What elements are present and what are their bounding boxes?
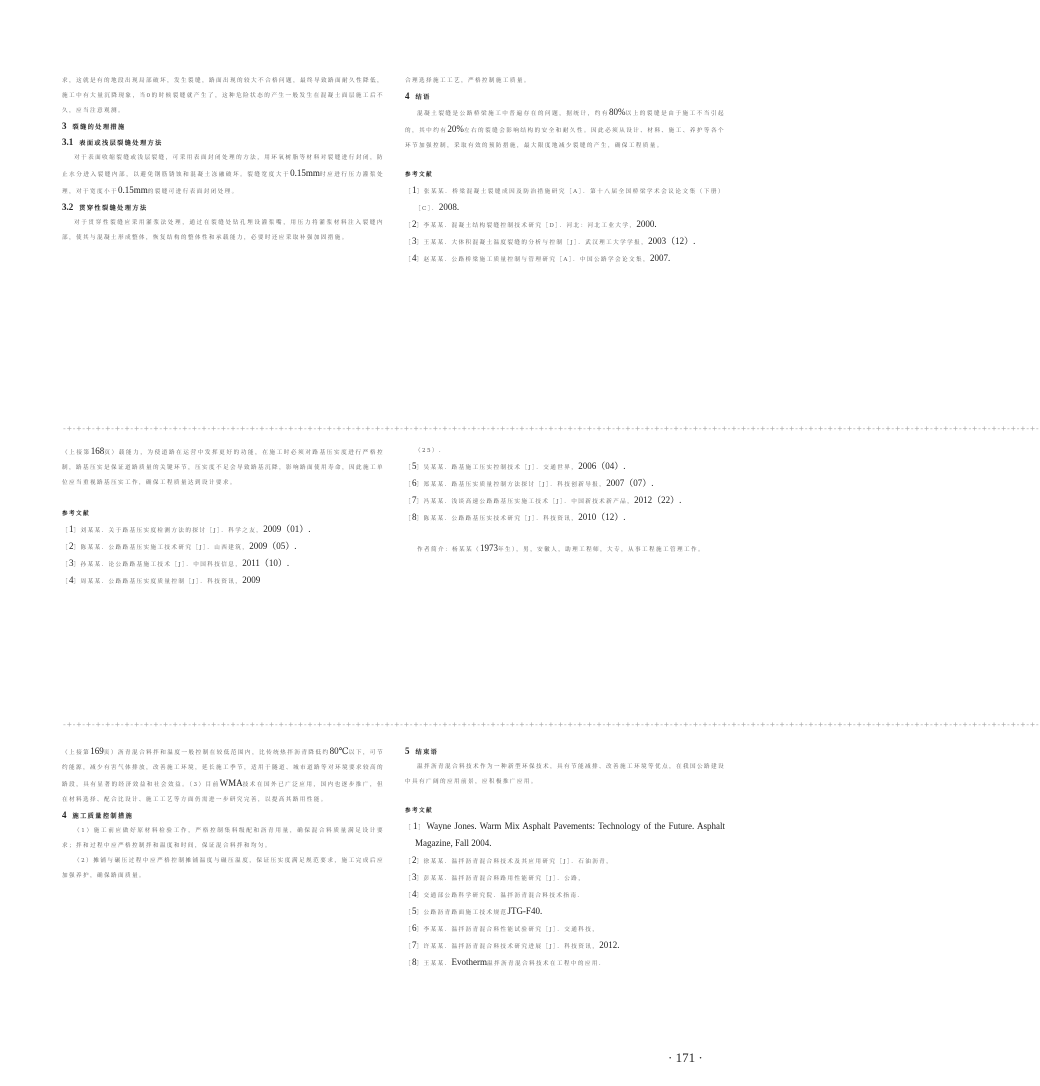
paragraph: （1）施工前应做好原材料检验工作，严格控制集料级配和沥青用量，确保混合料质量满足设计要求；拌和过程中应严格控制拌和温度和时间，保证混合料拌和均匀。: [62, 828, 384, 849]
paragraph: 混凝土裂缝是公路桥梁施工中普遍存在的问题，据统计，约有80%以上的裂缝是由于施工不当引起的，其中约有20%左右的裂缝会影响结构的安全和耐久性。因此必须从设计、材料、施工、养护等各个环节加强控制，采取有效的预防措施，最大限度地减少裂缝的产生，确保工程质量。: [405, 107, 725, 149]
article-divider: -+-+-+-+-+-+-+-+-+-+-+-+-+-+-+-+-+-+-+-+-+-+-+-+-+-+-+-+-+-+-+-+-+-+-+-+-+-+-+-+-+-+-+-+-+-+-+-+-+-+-+-+-+-+-+-+-+-+-+-+-+-+-+-+-+-+-+-+-+-+-+-+-+-+-+-+-+-+-+-+-+-+-+-+-+-+-+-+-+-+-+-+-+-+-+-+-+-+-+-+-+-: [62, 424, 1040, 433]
paragraph: （上接第168页）载能力，为使道路在运营中发挥更好的功能，在施工时必须对路基压实度进行严格控制，路基压实是保证道路质量的关键环节，压实度不足会导致路基沉降，影响路面使用寿命，因此施工单位应当重视路基压实工作，确保工程质量达到设计要求。: [62, 446, 384, 486]
paragraph: 温拌沥青混合料技术作为一种新型环保技术，具有节能减排、改善施工环境等优点，在我国公路建设中具有广阔的应用前景，应积极推广应用。: [405, 764, 725, 785]
paragraph: 对于贯穿性裂缝应采用灌浆法处理，通过在裂缝处钻孔埋设灌浆嘴，用压力将灌浆材料注入裂缝内部，使其与混凝土形成整体，恢复结构的整体性和承载能力，必要时还应采取补强加固措施。: [62, 220, 384, 241]
reference-item: ［1］Wayne Jones. Warm Mix Asphalt Pavements: Technology of the Future. Asphalt Magazine, Fall 2004.: [405, 821, 725, 848]
section-heading-3-2: 3.2 贯穿性裂缝处理方法: [62, 202, 148, 212]
paragraph: （上接第169页）沥青混合料拌和温度一般控制在较低范围内，比传统热拌沥青降低约80℃以下，可节约能源，减少有害气体排放，改善施工环境，延长施工季节，适用于隧道、城市道路等对环境要求较高的路段，具有显著的经济效益和社会效益。（3）目前WMA技术在国外已广泛应用，国内也逐步推广，但在材料选择、配合比设计、施工工艺等方面仍需进一步研究完善，以提高其路用性能。: [62, 746, 384, 803]
reference-item: ［2］徐某某．温拌沥青混合料技术及其应用研究［J］．石油沥青，: [405, 855, 614, 865]
page-number: · 171 ·: [668, 1050, 703, 1065]
author-bio: 作者简介：杨某某（1973年生），男，安徽人，助理工程师，大专，从事工程施工管理工作。: [417, 543, 705, 553]
section-heading-3: 3 裂缝的处理措施: [62, 121, 126, 131]
paragraph: 合理选择施工工艺，严格控制施工质量。: [405, 78, 531, 84]
reference-item: ［7］冯某某．浅谈高速公路路基压实施工技术［J］．中国新技术新产品，2012（22）.: [405, 495, 682, 505]
section2-left-column: [62, 444, 384, 590]
paragraph: 对于表面收缩裂缝或浅层裂缝，可采用表面封闭处理的方法，用环氧树脂等材料对裂缝进行封闭，防止水分进入裂缝内部，以避免钢筋锈蚀和混凝土冻融破坏。裂缝宽度大于0.15mm时应进行压力灌浆处理，对于宽度小于0.15mm的裂缝可进行表面封闭处理。: [62, 155, 384, 195]
section3-left-column: [62, 744, 384, 884]
paragraph: 求，这就是有的地段出现局部破坏，发生裂缝，路面出现的较大不合格问题，最终导致路面耐久性降低，施工中有大量沉降现象，当0的时候裂缝就产生了，这种危险状态的产生一般发生在混凝土面层施工后不久，应当注意观测。: [62, 78, 384, 114]
section-heading-3-1: 3.1 表面或浅层裂缝处理方法: [62, 137, 163, 147]
section-heading-5: 5 结束语: [405, 746, 439, 756]
references-heading: 参考文献: [405, 808, 433, 814]
section3-right-column: [405, 744, 725, 972]
reference-item: ［4］赵某某．公路桥梁施工质量控制与管理研究［A］．中国公路学会论文集，2007.: [405, 253, 671, 263]
reference-item: ［5］公路沥青路面施工技术规范JTG-F40.: [405, 906, 543, 916]
reference-list: [405, 819, 725, 972]
reference-item: ［4］交通部公路科学研究院．温拌沥青混合料技术指南．: [405, 889, 585, 899]
reference-continuation: （25）.: [415, 448, 443, 454]
reference-item: ［1］张某某．桥梁混凝土裂缝成因及防治措施研究［A］．第十八届全国桥梁学术会议论文集（下册）［C］．2008.: [405, 185, 725, 212]
references-heading: 参考文献: [405, 172, 433, 178]
reference-item: ［6］郑某某．路基压实质量控制方法探讨［J］．科技创新导报，2007（07）.: [405, 478, 654, 488]
reference-list: [405, 459, 725, 527]
reference-item: ［8］王某某．Evotherm温拌沥青混合料技术在工程中的应用．: [405, 957, 606, 967]
reference-item: ［1］刘某某．关于路基压实度检测方法的探讨［J］．科学之友，2009（01）.: [62, 524, 311, 534]
reference-item: ［3］彭某某．温拌沥青混合料路用性能研究［J］．公路，: [405, 872, 586, 882]
reference-item: ［5］吴某某．路基施工压实控制技术［J］．交通世界，2006（04）.: [405, 461, 626, 471]
reference-item: ［3］王某某．大体积混凝土温度裂缝的分析与控制［J］．武汉理工大学学报，2003（12）.: [405, 236, 696, 246]
reference-item: ［2］陈某某．公路路基压实施工技术研究［J］．山西建筑，2009（05）.: [62, 541, 297, 551]
reference-item: ［3］孙某某．论公路路基施工技术［J］．中国科技信息，2011（10）.: [62, 558, 290, 568]
paragraph: （2）摊铺与碾压过程中应严格控制摊铺温度与碾压温度，保证压实度满足规范要求，施工完成后应加强养护，确保路面质量。: [62, 858, 384, 879]
references-heading: 参考文献: [62, 511, 90, 517]
section2-right-column: [405, 444, 725, 558]
reference-item: ［4］周某某．公路路基压实度质量控制［J］．科技资讯，2009: [62, 575, 261, 585]
reference-item: ［2］李某某．混凝土结构裂缝控制技术研究［D］．河北：河北工业大学，2000.: [405, 219, 657, 229]
section-heading-4: 4 结语: [405, 91, 431, 101]
reference-item: ［7］许某某．温拌沥青混合料技术研究进展［J］．科技资讯，2012.: [405, 940, 620, 950]
section-heading-4: 4 施工质量控制措施: [62, 810, 134, 820]
reference-list: [405, 183, 725, 268]
section1-right-column: [405, 74, 725, 268]
section1-left-column: [62, 74, 384, 246]
reference-item: ［6］李某某．温拌沥青混合料性能试验研究［J］．交通科技，: [405, 923, 600, 933]
article-divider: -+-+-+-+-+-+-+-+-+-+-+-+-+-+-+-+-+-+-+-+-+-+-+-+-+-+-+-+-+-+-+-+-+-+-+-+-+-+-+-+-+-+-+-+-+-+-+-+-+-+-+-+-+-+-+-+-+-+-+-+-+-+-+-+-+-+-+-+-+-+-+-+-+-+-+-+-+-+-+-+-+-+-+-+-+-+-+-+-+-+-+-+-+-+-+-+-+-+-+-+-+-: [62, 720, 1040, 729]
reference-item: ［8］陈某某．公路路基压实技术研究［J］．科技资讯，2010（12）.: [405, 512, 626, 522]
reference-list: [62, 522, 384, 590]
